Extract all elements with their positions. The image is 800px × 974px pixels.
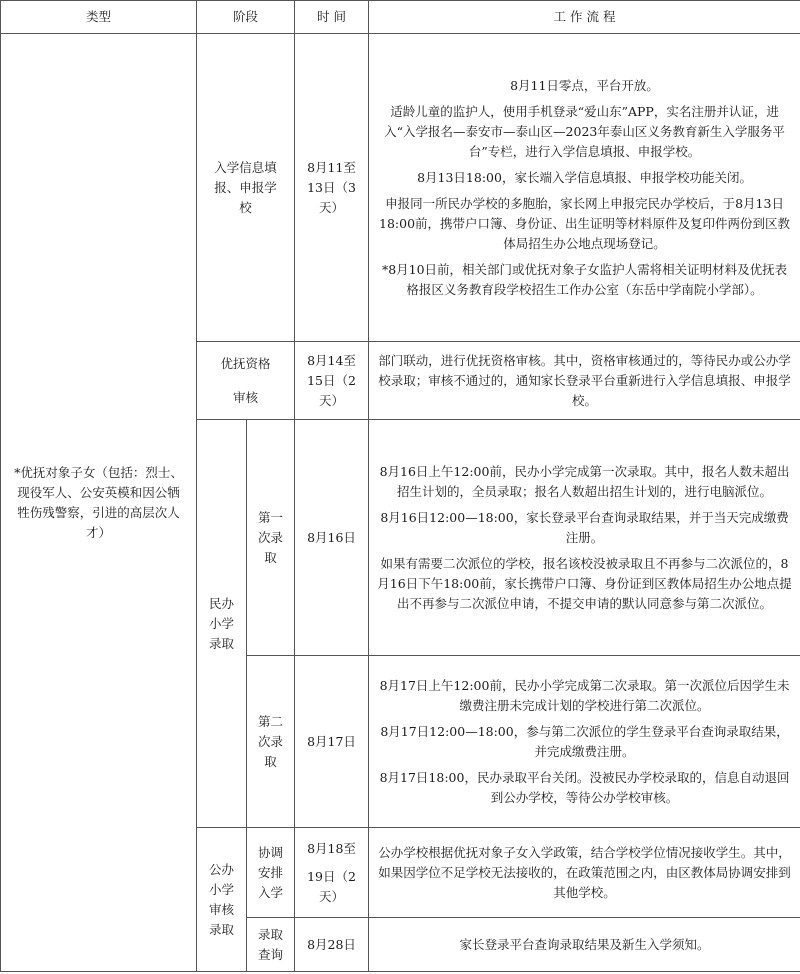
group-private: 民办小学录取 <box>197 420 247 828</box>
flow-private-first-item: 8月16日上午12:00前，民办小学完成第一次录取。其中，报名人数未超出招生计划的，全员录取；报名人数超出招生计划的，进行电脑派位。 <box>379 463 790 499</box>
flow-private-first <box>369 420 800 656</box>
flow-apply-item: 8月13日18:00，家长端入学信息填报、申报学校功能关闭。 <box>417 169 752 185</box>
time-public-coord-line1: 8月18至 <box>307 840 356 856</box>
stage-public-coord: 协调安排入学 <box>247 828 295 918</box>
header-flow: 工 作 流 程 <box>369 1 800 34</box>
group-public: 公办小学审核录取 <box>197 828 247 972</box>
header-row <box>1 1 800 34</box>
flow-public-coord: 公办学校根据优抚对象子女入学政策，结合学校学位情况接收学生。其中，如果因学位不足学校无法接收的，在政策范围之内，由区教体局协调安排到其他学校。 <box>369 828 800 918</box>
time-review: 8月14至15日（2天） <box>295 342 369 420</box>
stage-review <box>197 342 295 420</box>
flow-private-second <box>369 656 800 828</box>
stage-private-first: 第一次录取 <box>247 420 295 656</box>
stage-review-line1: 优抚资格 <box>220 355 271 371</box>
time-public-query: 8月28日 <box>295 918 369 972</box>
flow-private-first-item: 如果有需要二次派位的学校，报名该校没被录取且不再参与二次派位的，8月16日下午18:00前，家长携带户口簿、身份证到区教体局招生办公地点提出不再参与二次派位申请，不提交申请的默认同意参与第二次派位。 <box>377 555 792 611</box>
time-public-coord <box>295 828 369 918</box>
row-apply <box>1 34 800 342</box>
flow-private-first-item: 8月16日12:00—18:00，家长登录平台查询录取结果，并于当天完成缴费注册。 <box>380 509 789 545</box>
header-time: 时 间 <box>295 1 369 34</box>
stage-private-second: 第二次录取 <box>247 656 295 828</box>
header-type: 类型 <box>1 1 197 34</box>
flow-private-second-item: 8月17日12:00—18:00，参与第二次派位的学生登录平台查询录取结果，并完成缴费注册。 <box>380 723 789 759</box>
flow-public-query: 家长登录平台查询录取结果及新生入学须知。 <box>369 918 800 972</box>
flow-apply-item: *8月10日前，相关部门或优抚对象子女监护人需将相关证明材料及优抚表格报区义务教育段学校招生工作办公室（东岳中学南院小学部）。 <box>381 261 788 297</box>
header-stage: 阶段 <box>197 1 295 34</box>
flow-apply <box>369 34 800 342</box>
flow-review: 部门联动，进行优抚资格审核。其中，资格审核通过的，等待民办或公办学校录取；审核不通过的，通知家长登录平台重新进行入学信息填报、申报学校。 <box>369 342 800 420</box>
time-apply: 8月11至13日（3天） <box>295 34 369 342</box>
stage-apply: 入学信息填报、申报学校 <box>197 34 295 342</box>
time-private-second: 8月17日 <box>295 656 369 828</box>
flow-private-second-item: 8月17日上午12:00前，民办小学完成第二次录取。第一次派位后因学生未缴费注册未完成计划的学校进行第二次派位。 <box>379 677 790 713</box>
flow-apply-item: 8月11日零点，平台开放。 <box>510 77 659 93</box>
flow-private-second-item: 8月17日18:00，民办录取平台关闭。没被民办学校录取的，信息自动退回到公办学校，等待公办学校审核。 <box>379 769 790 805</box>
time-private-first: 8月16日 <box>295 420 369 656</box>
stage-public-query: 录取查询 <box>247 918 295 972</box>
time-public-coord-line2: 19日（2天） <box>307 868 356 904</box>
type-cell: *优抚对象子女（包括：烈士、现役军人、公安英模和因公牺牲伤残警察，引进的高层次人才） <box>1 34 197 972</box>
flow-apply-item: 申报同一所民办学校的多胞胎，家长网上申报完民办学校后，于8月13日18:00前，携带户口簿、身份证、出生证明等材料原件及复印件两份到区教体局招生办公地点现场登记。 <box>379 195 791 251</box>
flow-apply-item: 适龄儿童的监护人，使用手机登录“爱山东”APP，实名注册并认证，进入“入学报名—泰安市—泰山区—2023年泰山区义务教育新生入学服务平台”专栏，进行入学信息填报、申报学校。 <box>384 103 785 159</box>
stage-review-line2: 审核 <box>233 389 259 405</box>
